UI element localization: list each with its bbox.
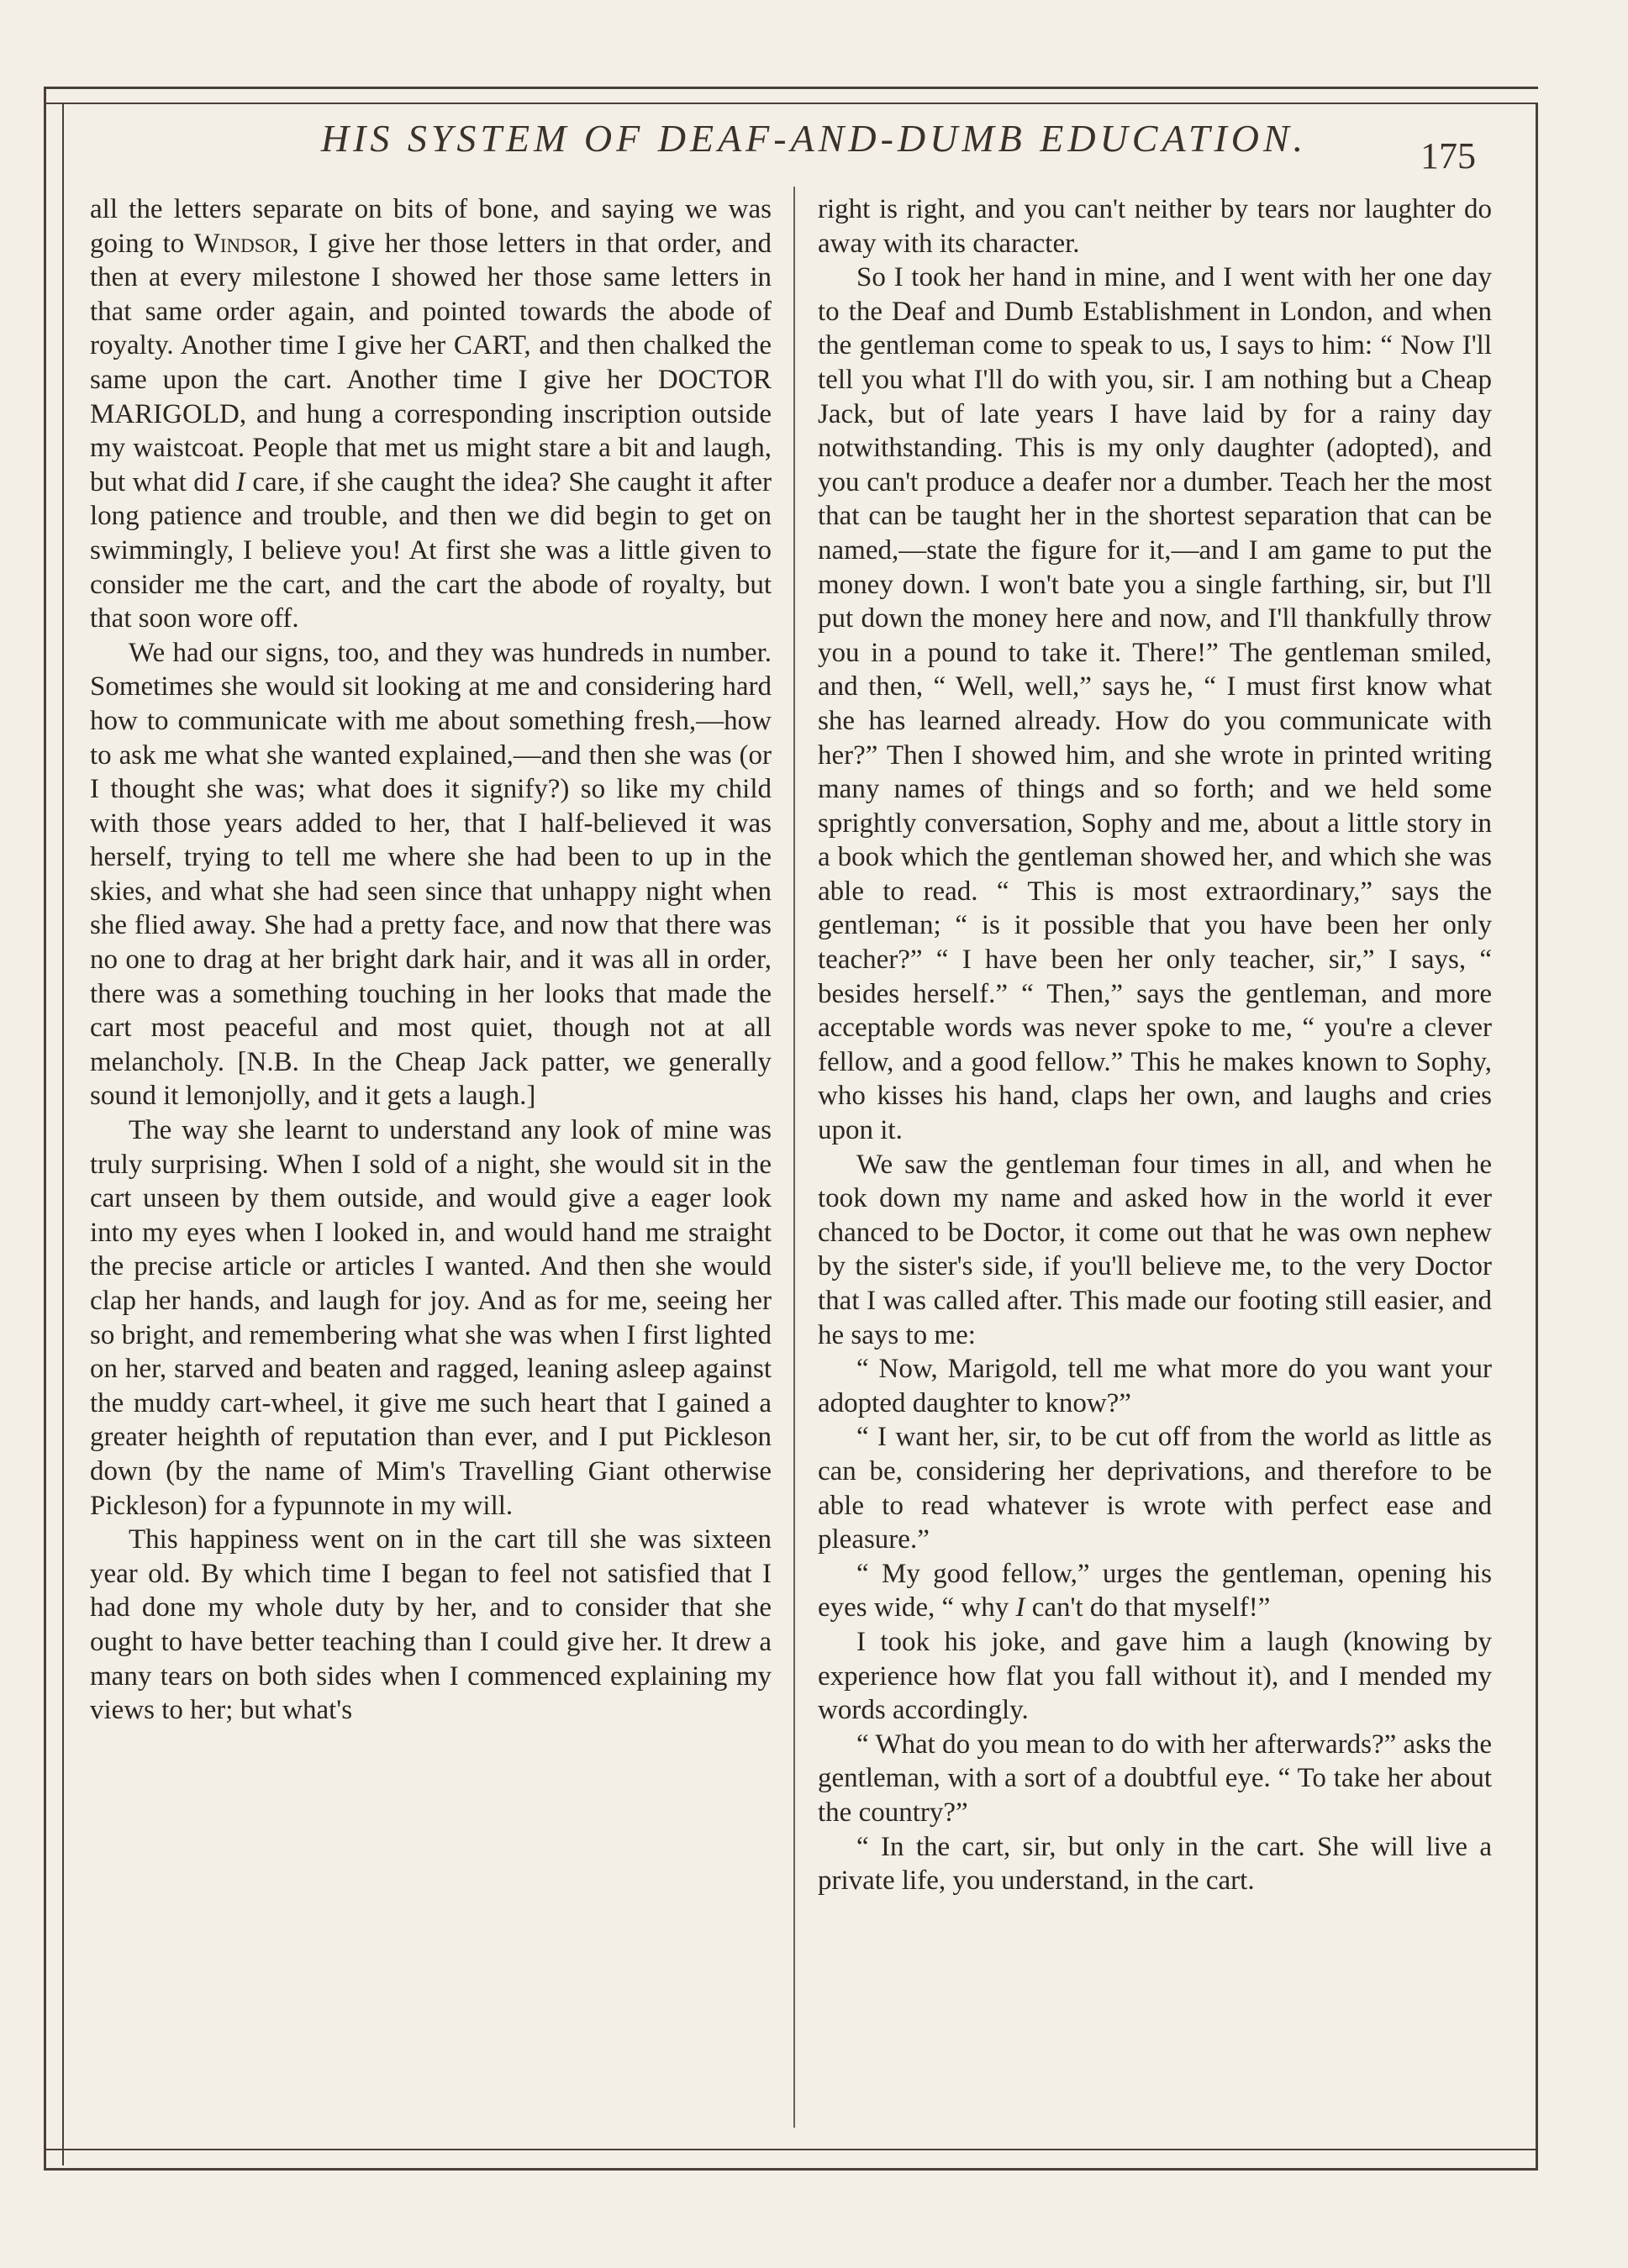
paragraph: I took his joke, and gave him a laugh (knowing by experience how flat you fall without it), and I mended my words accordingly. bbox=[818, 1626, 1492, 1726]
left-column bbox=[90, 192, 772, 1728]
paragraph: “ I want her, sir, to be cut off from the world as little as can be, considering her deprivations, and therefore to be able to read whatever is wrote with perfect ease and pleasure.” bbox=[818, 1422, 1492, 1555]
page-number: 175 bbox=[1420, 135, 1476, 176]
right-column bbox=[818, 192, 1492, 1898]
left-border-rule bbox=[44, 87, 46, 2171]
paragraph: “ Now, Marigold, tell me what more do you want your adopted daughter to know?” bbox=[818, 1354, 1492, 1418]
right-border-rule bbox=[1536, 103, 1538, 2171]
paragraph: “ What do you mean to do with her afterwards?” asks the gentleman, with a sort of a doubtful eye. “ To take her about the country?” bbox=[818, 1729, 1492, 1828]
header-rule bbox=[44, 103, 1538, 104]
paragraph: all the letters separate on bits of bone, and saying we was going to Windsor, I give her those letters in that order, and then at every milestone I showed her those same letters in that same order again, and pointed towards the abode of royalty. Another time I give her CART, and then chalked the same upon the cart. Another time I give her DOCTOR MARIGOLD, and hung a corresponding inscription outside my waistcoat. People that met us might stare a bit and laugh, but what did I care, if she caught the idea? She caught it after long patience and trouble, and then we did begin to get on swimmingly, I believe you! At first she was a little given to consider me the cart, and the cart the abode of royalty, but that soon wore off. bbox=[90, 194, 772, 634]
left-inner-rule bbox=[62, 103, 64, 2165]
bottom-border-rule bbox=[44, 2168, 1538, 2171]
paragraph: We saw the gentleman four times in all, and when he took down my name and asked how in the world it ever chanced to be Doctor, it come out that he was own nephew by the sister's side, if you'll believe me, to the very Doctor that I was called after. This made our footing still easier, and he says to me: bbox=[818, 1149, 1492, 1350]
paragraph: The way she learnt to understand any look of mine was truly surprising. When I sold of a night, she would sit in the cart unseen by them outside, and would give a eager look into my eyes when I looked in, and would hand me straight the precise article or articles I wanted. And then she would clap her hands, and laugh for joy. And as for me, seeing her so bright, and remembering what she was when I first lighted on her, starved and beaten and ragged, leaning asleep against the muddy cart-wheel, it give me such heart that I gained a greater heighth of reputation than ever, and I put Pickleson down (by the name of Mim's Travelling Giant otherwise Pickleson) for a fypunnote in my will. bbox=[90, 1115, 772, 1521]
paragraph: “ My good fellow,” urges the gentleman, opening his eyes wide, “ why I can't do that myself!” bbox=[818, 1558, 1492, 1623]
paragraph: This happiness went on in the cart till she was sixteen year old. By which time I began to feel not satisfied that I had done my whole duty by her, and to consider that she ought to have better teaching than I could give her. It drew a many tears on both sides when I commenced explaining my views to her; but what's bbox=[90, 1524, 772, 1726]
paragraph: We had our signs, too, and they was hundreds in number. Sometimes she would sit looking at me and considering hard how to communicate with me about something fresh,—how to ask me what she wanted explained,—and then she was (or I thought she was; what does it signify?) so like my child with those years added to her, that I half-believed it was herself, trying to tell me where she had been to up in the skies, and what she had seen since that unhappy night when she flied away. She had a pretty face, and now that there was no one to drag at her bright dark hair, and it was all in order, there was a something touching in her looks that made the cart most peaceful and most quiet, though not at all melancholy. [N.B. In the Cheap Jack patter, we generally sound it lemonjolly, and it gets a laugh.] bbox=[90, 637, 772, 1112]
bottom-inner-rule bbox=[44, 2149, 1538, 2150]
column-divider bbox=[793, 187, 795, 2128]
paragraph: right is right, and you can't neither by tears nor laughter do away with its character. bbox=[818, 194, 1492, 259]
top-border-rule bbox=[44, 87, 1538, 89]
paragraph: “ In the cart, sir, but only in the cart. She will live a private life, you understand, in the cart. bbox=[818, 1831, 1492, 1897]
running-header: HIS SYSTEM OF DEAF-AND-DUMB EDUCATION. bbox=[320, 117, 1308, 160]
paragraph: So I took her hand in mine, and I went with her one day to the Deaf and Dumb Establishment in London, and when the gentleman come to speak to us, I says to him: “ Now I'll tell you what I'll do with you, sir. I am nothing but a Cheap Jack, but of late years I have laid by for a rainy day notwithstanding. This is my only daughter (adopted), and you can't produce a deafer nor a dumber. Teach her the most that can be taught her in the shortest separation that can be named,—state the figure for it,—and I am game to put the money down. I won't bate you a single farthing, sir, but I'll put down the money here and now, and I'll thankfully throw you in a pound to take it. There!” The gentleman smiled, and then, “ Well, well,” says he, “ I must first know what she has learned already. How do you communicate with her?” Then I showed him, and she wrote in printed writing many names of things and so forth; and we held some sprightly conversation, Sophy and me, about a little story in a book which the gentleman showed her, and which she was able to read. “ This is most extraordinary,” says the gentleman; “ is it possible that you have been her only teacher?” “ I have been her only teacher, sir,” I says, “ besides herself.” “ Then,” says the gentleman, and more acceptable words was never spoke to me, “ you're a clever fellow, and a good fellow.” This he makes known to Sophy, who kisses his hand, claps her own, and laughs and cries upon it. bbox=[818, 262, 1492, 1146]
